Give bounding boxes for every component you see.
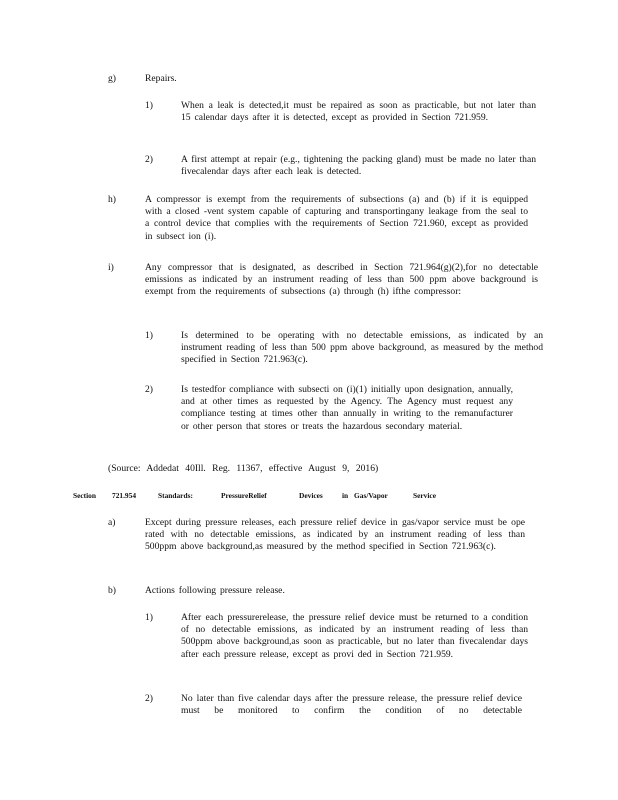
item-label: i) (108, 262, 114, 273)
section-title-service: Service (413, 491, 436, 500)
section-title-gas-vapor: Gas/Vapor (354, 491, 388, 500)
item-label: 1) (145, 612, 153, 623)
item-text: No later than five calendar days after the pressure release, the pressure relief device must be monitored to confirm the condition of no detectable (181, 693, 522, 717)
item-text: Except during pressure releases, each pressure relief device in gas/vapor service must be ope rated with no detectable emissions, as indicated by an instrument reading of less than 500ppm above background,as measured by the method specified in Section 721.963(c). (145, 517, 525, 553)
item-text: Repairs. (145, 73, 177, 84)
item-label: a) (108, 517, 116, 528)
item-text: Is testedfor compliance with subsecti on (i)(1) initially upon designation, annually, and at other times as requested by the Agency. The Agency must request any compliance testing at times other than annually in writing to the remanufacturer or other person that stores or treats the hazardous secondary material. (181, 384, 513, 432)
item-label: 2) (145, 154, 153, 165)
section-number: 721.954 (112, 491, 137, 500)
item-text: Any compressor that is designated, as described in Section 721.964(g)(2),for no detectable emissions as indicated by an instrument reading of less than 500 ppm above background is exempt from the requirements of subsections (a) through (h) ifthe compressor: (145, 262, 538, 298)
item-label: h) (108, 194, 116, 205)
item-text: A first attempt at repair (e.g., tightening the packing gland) must be made no later than fivecalendar days after each leak is detected. (181, 154, 536, 178)
item-text: A compressor is exempt from the requirements of subsections (a) and (b) if it is equipped with a closed -vent system capable of capturing and transportingany leakage from the seal to a control device that complies with the requirements of Section 721.960, except as provided in subsect ion (i). (145, 194, 528, 242)
item-label: b) (108, 585, 116, 596)
item-text: After each pressurerelease, the pressure relief device must be returned to a condition of no detectable emissions, as indicated by an instrument reading of less than 500ppm above background,as soon as practicable, but no later than fivecalendar days after each pressure release, except as provi ded in Section 721.959. (181, 612, 528, 660)
section-title-in: in (342, 491, 349, 500)
item-text: Is determined to be operating with no detectable emissions, as indicated by an instrument reading of less than 500 ppm above background, as measured by the method specified in Section 721.963(c). (181, 330, 543, 366)
item-label: 2) (145, 693, 153, 704)
section-title-standards: Standards: (158, 491, 193, 500)
item-text: When a leak is detected,it must be repaired as soon as practicable, but not later than 15 calendar days after it is detected, except as provided in Section 721.959. (181, 100, 536, 124)
item-label: 1) (145, 100, 153, 111)
section-word: Section (73, 491, 96, 500)
section-title-devices: Devices (299, 491, 323, 500)
section-title-pressure-relief: PressureRelief (221, 491, 267, 500)
item-label: 1) (145, 330, 153, 341)
source-note: (Source: Addedat 40Ill. Reg. 11367, effective August 9, 2016) (108, 463, 379, 474)
item-text: Actions following pressure release. (145, 585, 285, 596)
item-label: g) (108, 73, 116, 84)
item-label: 2) (145, 384, 153, 395)
